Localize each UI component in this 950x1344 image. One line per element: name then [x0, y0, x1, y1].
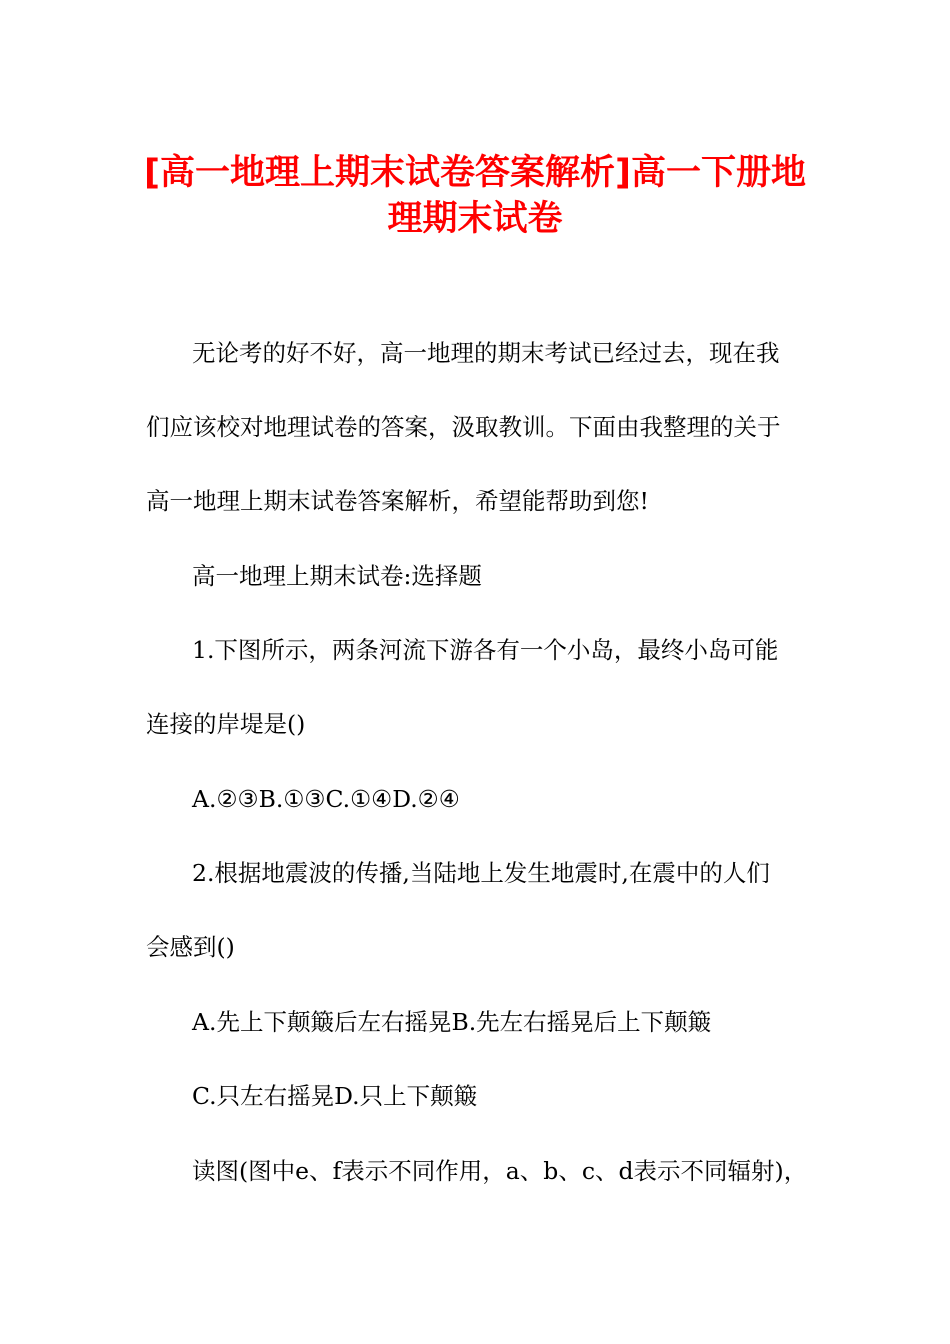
question-1-line-2: 连接的岸堤是()	[146, 710, 306, 738]
document-title-line-2: 理期末试卷	[387, 199, 563, 239]
question-2-line-1: 2.根据地震波的传播,当陆地上发生地震时,在震中的人们	[192, 859, 770, 887]
question-1-line-1: 1.下图所示，两条河流下游各有一个小岛，最终小岛可能	[192, 636, 779, 664]
section-heading: 高一地理上期末试卷:选择题	[192, 562, 482, 590]
document-title-line-1: [高一地理上期末试卷答案解析]高一下册地	[144, 153, 806, 193]
question-2-options-line-1: A.先上下颠簸后左右摇晃B.先左右摇晃后上下颠簸	[192, 1008, 712, 1036]
question-2-options-line-2: C.只左右摇晃D.只上下颠簸	[192, 1082, 478, 1110]
figure-reading-prompt: 读图(图中e、f表示不同作用，a、b、c、d表示不同辐射)，	[192, 1157, 808, 1185]
intro-paragraph-line-3: 高一地理上期末试卷答案解析，希望能帮助到您!	[146, 487, 649, 515]
intro-paragraph-line-1: 无论考的好不好，高一地理的期末考试已经过去，现在我	[192, 339, 780, 367]
question-1-options: A.②③B.①③C.①④D.②④	[192, 785, 460, 813]
intro-paragraph-line-2: 们应该校对地理试卷的答案，汲取教训。下面由我整理的关于	[146, 413, 781, 441]
question-2-line-2: 会感到()	[146, 933, 235, 961]
